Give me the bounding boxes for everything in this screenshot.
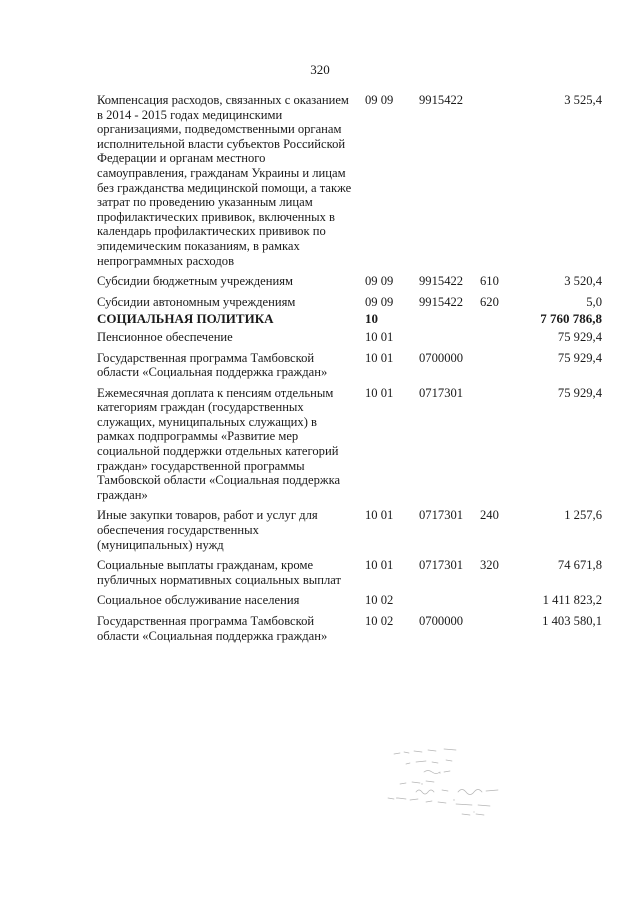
row-section-code: 10 01 <box>365 385 394 400</box>
table-row <box>97 508 602 552</box>
table-row <box>97 593 602 608</box>
row-target-code: 0717301 <box>419 558 464 573</box>
row-expense-type: 610 <box>480 274 499 289</box>
row-target-code: 0717301 <box>419 508 464 523</box>
table-row <box>97 274 602 289</box>
table-row <box>97 386 602 503</box>
row-amount: 5,0 <box>586 294 602 309</box>
row-amount: 1 257,6 <box>564 508 602 523</box>
row-amount: 74 671,8 <box>557 558 602 573</box>
table-row <box>97 558 602 587</box>
row-section-code: 10 01 <box>365 350 394 365</box>
row-description: Иные закупки товаров, работ и услуг для обеспечения государственных (муниципальных) нужд <box>97 508 318 552</box>
row-section-code: 09 09 <box>365 294 394 309</box>
table-row <box>97 93 602 268</box>
row-section-code: 10 01 <box>365 508 394 523</box>
row-section-code: 09 09 <box>365 274 394 289</box>
row-description: Социальное обслуживание населения <box>97 593 300 608</box>
row-description: Субсидии автономным учреждениям <box>97 294 296 309</box>
row-amount: 1 411 823,2 <box>542 593 602 608</box>
row-amount: 75 929,4 <box>557 385 602 400</box>
row-amount: 1 403 580,1 <box>542 614 602 628</box>
row-description: Компенсация расходов, связанных с оказанием в 2014 - 2015 годах медицинскими организациями, подведомственными органам исполнительной власти субъектов Российской Федерации и органам местного самоуправления, гражданам Украины и лицам без гражданства медицинской помощи, а также затрат по проведению указанным лицам профилактических прививок, включенных в календарь профилактических прививок по эпидемическим показаниям, в рамках непрограммных расходов <box>97 93 352 268</box>
row-target-code: 9915422 <box>419 294 464 309</box>
row-section-code: 10 <box>365 311 378 327</box>
budget-table <box>97 93 602 643</box>
table-row <box>97 295 602 310</box>
row-target-code: 0700000 <box>419 350 464 365</box>
row-expense-type: 620 <box>480 294 499 309</box>
row-description: Социальные выплаты гражданам, кроме публичных нормативных социальных выплат <box>97 558 342 587</box>
row-amount: 75 929,4 <box>557 329 602 344</box>
table-row <box>97 330 602 345</box>
row-description: СОЦИАЛЬНАЯ ПОЛИТИКА <box>97 311 274 327</box>
row-section-code: 10 01 <box>365 558 394 573</box>
row-target-code: 9915422 <box>419 274 464 289</box>
row-description: Государственная программа Тамбовской области «Социальная поддержка граждан» <box>97 614 328 643</box>
row-expense-type: 320 <box>480 558 499 573</box>
faded-stamp-mark <box>386 742 516 832</box>
table-row <box>97 614 602 643</box>
row-description: Пенсионное обеспечение <box>97 329 233 344</box>
row-section-code: 10 02 <box>365 593 394 608</box>
row-amount: 3 525,4 <box>564 93 602 107</box>
row-section-code: 09 09 <box>365 93 394 107</box>
row-section-code: 10 01 <box>365 329 394 344</box>
page-number: 320 <box>310 62 330 77</box>
row-expense-type: 240 <box>480 508 499 523</box>
row-target-code: 9915422 <box>419 93 464 107</box>
table-row-section-heading <box>97 312 602 327</box>
row-section-code: 10 02 <box>365 614 394 628</box>
row-amount: 75 929,4 <box>557 350 602 365</box>
row-target-code: 0717301 <box>419 385 464 400</box>
row-description: Государственная программа Тамбовской области «Социальная поддержка граждан» <box>97 350 328 380</box>
row-description: Ежемесячная доплата к пенсиям отдельным категориям граждан (государственных служащих, муниципальных служащих) в рамках подпрограммы «Развитие мер социальной поддержки отдельных категорий граждан» государственной программы Тамбовской области «Социальная поддержка граждан» <box>97 385 341 502</box>
table-row <box>97 351 602 380</box>
row-description: Субсидии бюджетным учреждениям <box>97 274 293 289</box>
row-target-code: 0700000 <box>419 614 464 628</box>
row-amount: 7 760 786,8 <box>540 311 602 327</box>
row-amount: 3 520,4 <box>564 274 602 289</box>
